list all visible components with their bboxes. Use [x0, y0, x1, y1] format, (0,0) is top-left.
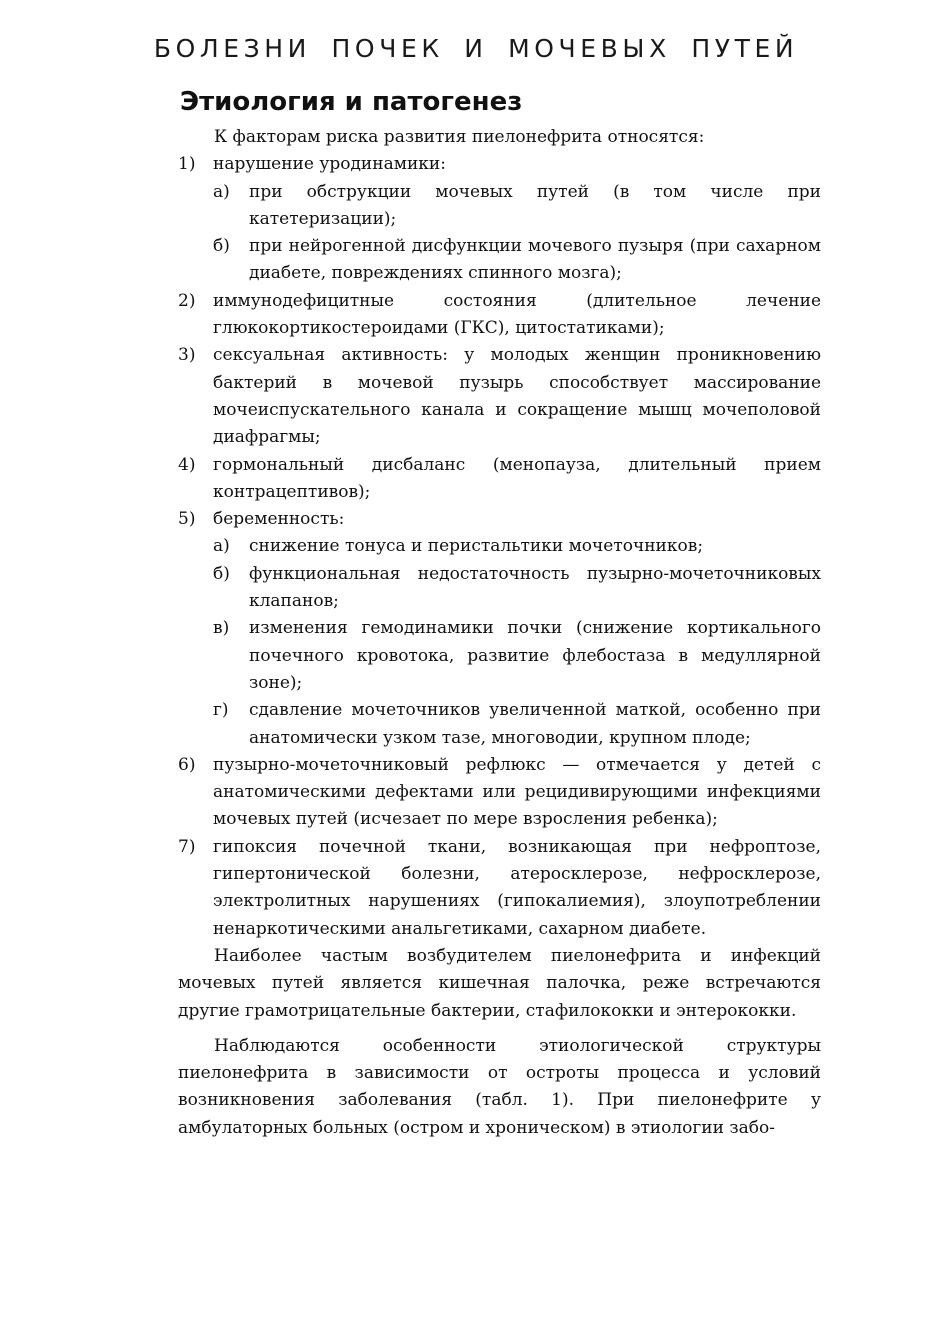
- list-marker: 6): [178, 754, 196, 775]
- list-item-text: сдавление мочеточников увеличенной маткой, особенно при анатомически узком тазе, многоводии, крупном плоде;: [249, 700, 821, 748]
- paragraph-etiology-structure: Наблюдаются особенности этиологической структуры пиелонефрита в зависимости от остроты процесса и условий возникновения заболевания (табл. 1). При пиелонефрите у амбулаторных больных (остром и хроническом) в этиологии забо-: [178, 1035, 821, 1138]
- list-item-text: изменения гемодинамики почки (снижение кортикального почечного кровотока, развитие флебостаза в медуллярной зоне);: [249, 618, 821, 693]
- list-item-text: при обструкции мочевых путей (в том числе при катетеризации);: [249, 181, 821, 229]
- list-marker: а): [213, 181, 230, 202]
- list-item-4: [178, 452, 821, 507]
- sub-item-5b: [178, 561, 821, 616]
- list-marker: 3): [178, 345, 196, 366]
- list-item-text: нарушение уродинамики:: [213, 154, 446, 175]
- list-item-7: [178, 834, 821, 943]
- list-marker: а): [213, 536, 230, 557]
- list-item-2: [178, 288, 821, 343]
- list-item-text: пузырно-мочеточниковый рефлюкс — отмечается у детей с анатомическими дефектами или рецидивирующими инфекциями мочевых путей (исчезает по мере взросления ребенка);: [213, 754, 821, 830]
- list-item-text: иммунодефицитные состояния (длительное лечение глюкокортикостероидами (ГКС), цитостатиками);: [213, 290, 821, 339]
- list-item-3: [178, 342, 821, 451]
- list-item-text: снижение тонуса и перистальтики мочеточников;: [249, 536, 704, 557]
- list-marker: 2): [178, 290, 196, 311]
- list-item-text: гормональный дисбаланс (менопауза, длительный прием контрацептивов);: [213, 454, 821, 502]
- list-marker: г): [213, 700, 229, 721]
- sub-item-5d: [178, 697, 821, 752]
- list-marker: 5): [178, 509, 196, 530]
- list-marker: 1): [178, 154, 196, 175]
- list-item-5: [178, 506, 821, 533]
- list-marker: в): [213, 618, 230, 639]
- list-marker: 7): [178, 836, 196, 857]
- document-body: [178, 124, 821, 1142]
- sub-item-1b: [178, 233, 821, 288]
- list-item-1: [178, 151, 821, 178]
- section-title: Этиология и патогенез: [180, 87, 523, 117]
- paragraph-pathogens: Наиболее частым возбудителем пиелонефрита и инфекций мочевых путей является кишечная палочка, реже встречаются другие грамотрицательные бактерии, стафилококки и энтерококки.: [178, 945, 821, 1021]
- running-head: БОЛЕЗНИ ПОЧЕК И МОЧЕВЫХ ПУТЕЙ: [153, 34, 799, 63]
- intro-paragraph: К факторам риска развития пиелонефрита относятся:: [214, 127, 705, 147]
- sub-item-1a: [178, 179, 821, 234]
- list-marker: б): [213, 236, 230, 257]
- sub-item-5a: [178, 533, 821, 560]
- sub-item-5c: [178, 615, 821, 697]
- list-item-text: при нейрогенной дисфункции мочевого пузыря (при сахарном диабете, повреждениях спинного мозга);: [249, 236, 821, 284]
- list-item-text: беременность:: [213, 509, 345, 530]
- list-item-text: сексуальная активность: у молодых женщин проникновению бактерий в мочевой пузырь способствует массирование мочеиспускательного канала и сокращение мышц мочеполовой диафрагмы;: [213, 345, 821, 448]
- list-marker: 4): [178, 454, 196, 475]
- list-item-6: [178, 752, 821, 834]
- list-item-text: гипоксия почечной ткани, возникающая при нефроптозе, гипертонической болезни, атеросклерозе, нефросклерозе, электролитных нарушениях (гипокалиемия), злоупотреблении ненаркотическими анальгетиками, сахарном диабете.: [213, 836, 821, 939]
- list-item-text: функциональная недостаточность пузырно-мочеточниковых клапанов;: [249, 563, 821, 612]
- list-marker: б): [213, 563, 230, 584]
